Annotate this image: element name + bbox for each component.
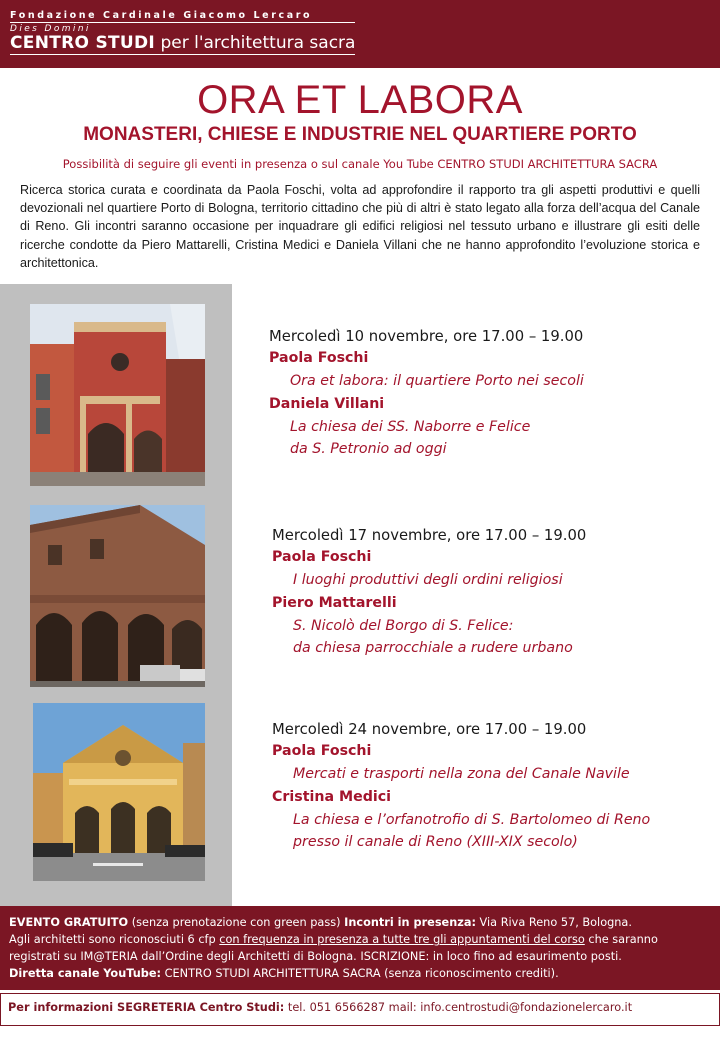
youtube-label: Diretta canale YouTube: [9,967,162,980]
talk-title: I luoghi produttivi degli ordini religiosi [293,572,563,588]
contact-box [0,993,720,1026]
streaming-note: Possibilità di seguire gli eventi in presenza o sul canale You Tube CENTRO STUDI ARCHITETTURA SACRA [62,157,658,171]
foundation-name: Fondazione Cardinale Giacomo Lercaro [10,10,355,23]
footer-line-2 [9,931,712,948]
talk-speaker: Paola Foschi [269,350,369,366]
footer-line-3: registrati su IM@TERIA dall’Ordine degli Architetti di Bologna. ISCRIZIONE: in loco fino ad esaurimento posti. [9,950,622,963]
talk-speaker: Piero Mattarelli [272,594,397,611]
talk-title: presso il canale di Reno (XIII-XIX secolo) [293,834,578,850]
talk-title: S. Nicolò del Borgo di S. Felice: [293,617,514,634]
church-photo-san-nicolo [30,505,205,687]
presence-label: Incontri in presenza: [344,916,476,929]
page-title: ORA ET LABORA [197,78,523,122]
footer-info-band [0,906,720,990]
event-date: Mercoledì 17 novembre, ore 17.00 – 19.00 [272,527,587,544]
centro-studi-label [10,33,355,55]
talk-title: La chiesa e l’orfanotrofio di S. Bartolomeo di Reno [293,811,651,828]
contact-phone: tel. 051 6566287 [284,1001,386,1014]
presence-address: Via Riva Reno 57, Bologna. [475,916,632,929]
talk-title: Mercati e trasporti nella zona del Canale Navile [293,766,630,782]
talk-speaker: Cristina Medici [272,788,392,805]
talk-speaker: Paola Foschi [272,743,372,759]
intro-paragraph: Ricerca storica curata e coordinata da Paola Foschi, volta ad approfondire il rapporto tra gli aspetti produttivi e quelli devozionali nel quartiere Porto di Bologna, territorio cittadino che più di altri è stato legato alla forza dell’acqua del Canale di Reno. Gli incontri saranno occasione per inquadrare gli edifici religiosi nel tessuto urbano e illustrare gli esiti delle ricerche condotte da Piero Mattarelli, Cristina Medici e Daniela Villani che ne hanno approfondito l’evoluzione storica e architettonica. [20,183,700,270]
event-1 [269,327,584,461]
page-subtitle: MONASTERI, CHIESE E INDUSTRIE NEL QUARTIERE PORTO [83,124,637,145]
talk-title: La chiesa dei SS. Naborre e Felice [290,418,531,435]
youtube-text: CENTRO STUDI ARCHITETTURA SACRA (senza riconoscimento crediti). [161,967,559,980]
credits-condition: con frequenza in presenza a tutte tre gli appuntamenti del corso [219,933,585,946]
event-date: Mercoledì 24 novembre, ore 17.00 – 19.00 [272,721,587,738]
event-2 [272,526,586,660]
church-photo-san-bartolomeo [33,703,205,881]
event-date: Mercoledì 10 novembre, ore 17.00 – 19.00 [269,328,584,345]
footer-line-4 [9,965,712,982]
credits-text: Agli architetti sono riconosciuti 6 cfp [9,933,220,946]
talk-speaker: Daniela Villani [269,395,385,412]
talk-speaker: Paola Foschi [272,549,372,565]
talk-title: da chiesa parrocchiale a rudere urbano [293,640,573,656]
footer-line-1 [9,914,712,931]
credits-text-end: che saranno [584,933,658,946]
contact-label: Per informazioni SEGRETERIA Centro Studi: [8,1001,285,1014]
event-3 [272,720,650,854]
free-event-label: EVENTO GRATUITO [9,916,129,929]
free-event-note: (senza prenotazione con green pass) [128,916,345,929]
contact-email[interactable]: mail: info.centrostudi@fondazionelercaro.it [385,1001,633,1014]
organization-logo [10,10,355,55]
talk-title: da S. Petronio ad oggi [290,441,447,457]
talk-title: Ora et labora: il quartiere Porto nei secoli [290,373,584,389]
centro-studi-rest: per l'architettura sacra [155,33,356,53]
church-photo-naborre-felice [30,304,205,486]
centro-studi-bold: CENTRO STUDI [10,33,156,53]
dies-domini-label: Dies Domini [10,24,91,34]
